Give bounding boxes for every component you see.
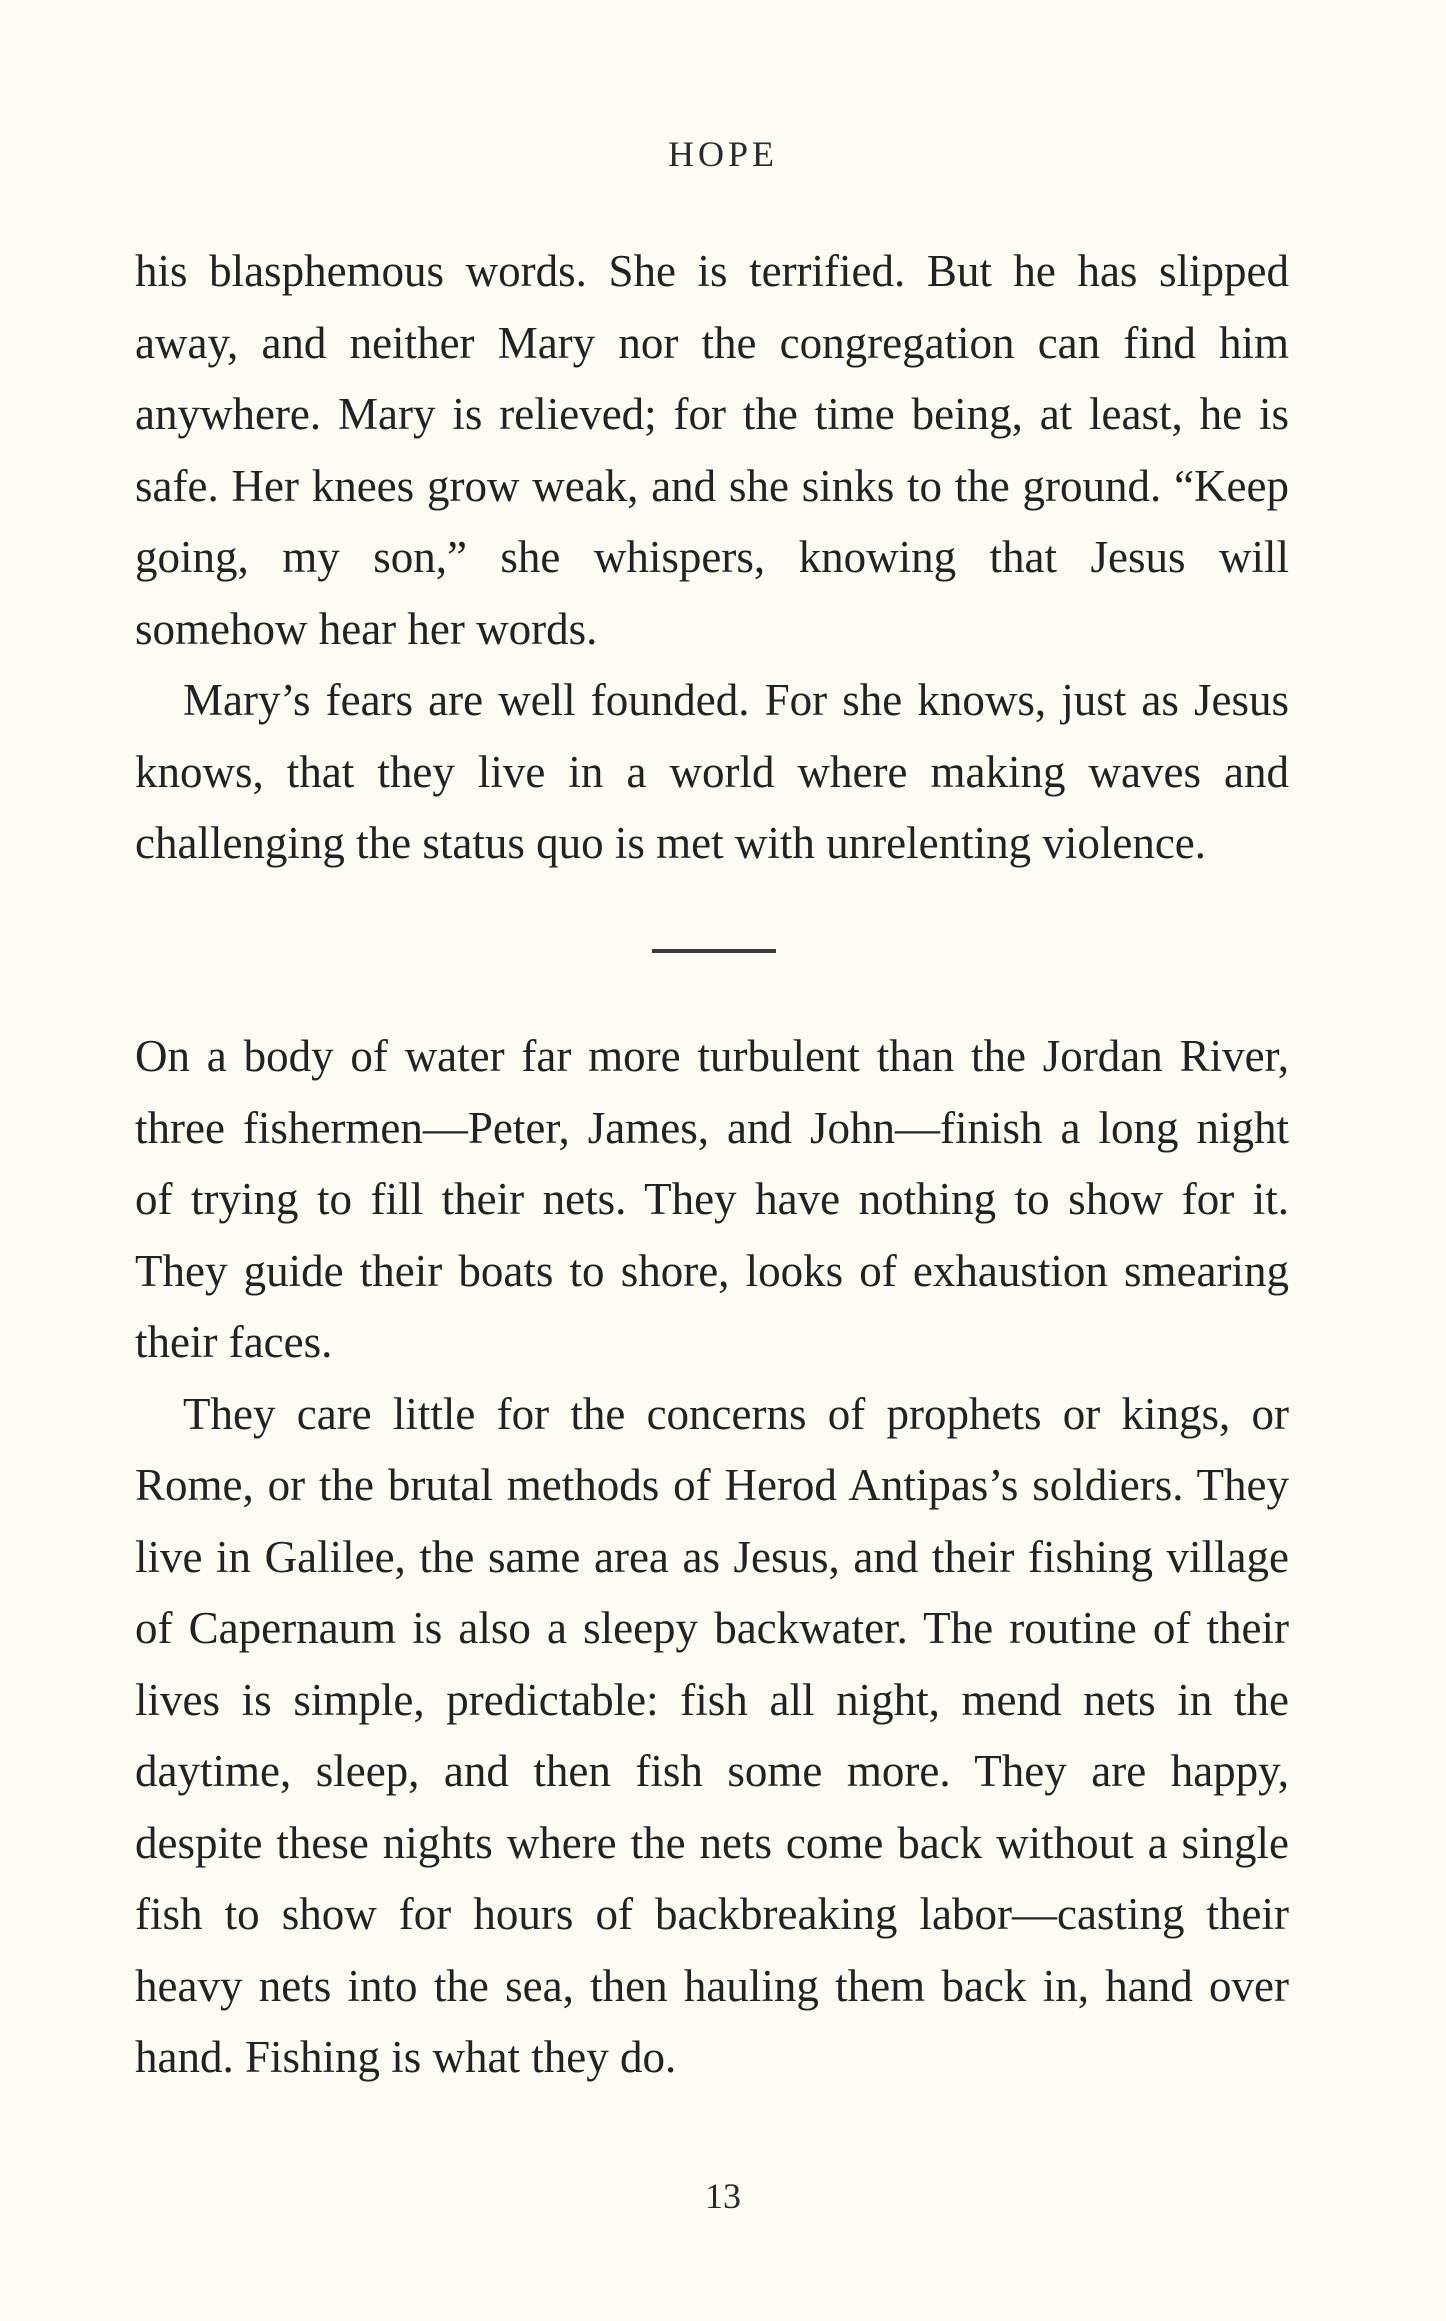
section-two <box>135 1021 1289 2094</box>
section-break-rule <box>652 949 776 953</box>
paragraph: On a body of water far more turbulent than the Jordan River, three fishermen—Peter, James, and John—finish a long night of trying to fill their nets. They have nothing to show for it. They guide their boats to shore, looks of exhaustion smearing their faces. <box>135 1031 1289 1367</box>
paragraph: his blasphemous words. She is terrified. But he has slipped away, and neither Mary nor the congregation can find him anywhere. Mary is relieved; for the time being, at least, he is safe. Her knees grow weak, and she sinks to the ground. “Keep going, my son,” she whispers, knowing that Jesus will somehow hear her words. <box>135 246 1289 654</box>
paragraph: They care little for the concerns of prophets or kings, or Rome, or the brutal methods of Herod Antipas’s soldiers. They live in Galilee, the same area as Jesus, and their fishing village of Capernaum is also a sleepy backwater. The routine of their lives is simple, predictable: fish all night, mend nets in the daytime, sleep, and then fish some more. They are happy, despite these nights where the nets come back without a single fish to show for hours of backbreaking labor—casting their heavy nets into the sea, then hauling them back in, hand over hand. Fishing is what they do. <box>135 1388 1289 2082</box>
paragraph: Mary’s fears are well founded. For she knows, just as Jesus knows, that they live in a world where making waves and challenging the status quo is met with unrelenting violence. <box>135 675 1289 868</box>
section-one <box>135 236 1289 880</box>
running-head: HOPE <box>667 134 778 174</box>
page-number: 13 <box>705 2176 741 2216</box>
